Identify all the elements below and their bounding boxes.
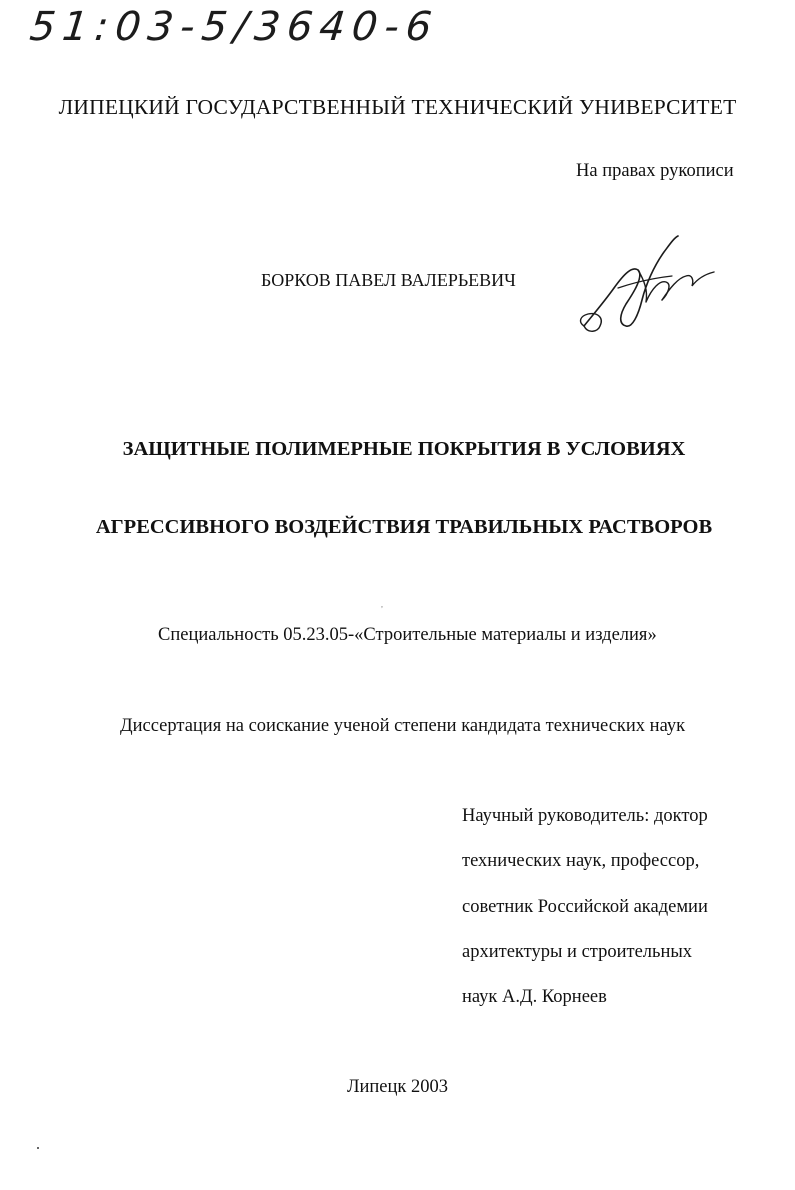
advisor-line-3: советник Российской академии [462, 897, 708, 917]
advisor-line-5: наук А.Д. Корнеев [462, 987, 607, 1007]
archive-code-handwritten: 51:03-5/3640-6 [27, 4, 441, 50]
stray-mark: , [381, 600, 383, 609]
manuscript-note: На правах рукописи [576, 161, 734, 181]
specialty-line: Специальность 05.23.05-«Строительные материалы и изделия» [158, 625, 657, 645]
author-signature [574, 230, 724, 340]
scan-speck [37, 1147, 39, 1149]
thesis-title-line-1: ЗАЩИТНЫЕ ПОЛИМЕРНЫЕ ПОКРЫТИЯ В УСЛОВИЯХ [122, 438, 686, 460]
advisor-line-1: Научный руководитель: доктор [462, 806, 708, 826]
advisor-line-4: архитектуры и строительных [462, 942, 693, 962]
thesis-title-line-2: АГРЕССИВНОГО ВОЗДЕЙСТВИЯ ТРАВИЛЬНЫХ РАСТВОРОВ [95, 516, 713, 538]
university-name: ЛИПЕЦКИЙ ГОСУДАРСТВЕННЫЙ ТЕХНИЧЕСКИЙ УНИВЕРСИТЕТ [58, 95, 737, 119]
author-name: БОРКОВ ПАВЕЛ ВАЛЕРЬЕВИЧ [261, 270, 516, 290]
city-year: Липецк 2003 [346, 1077, 449, 1097]
advisor-line-2: технических наук, профессор, [462, 851, 700, 871]
dissertation-degree-line: Диссертация на соискание ученой степени кандидата технических наук [120, 716, 686, 736]
